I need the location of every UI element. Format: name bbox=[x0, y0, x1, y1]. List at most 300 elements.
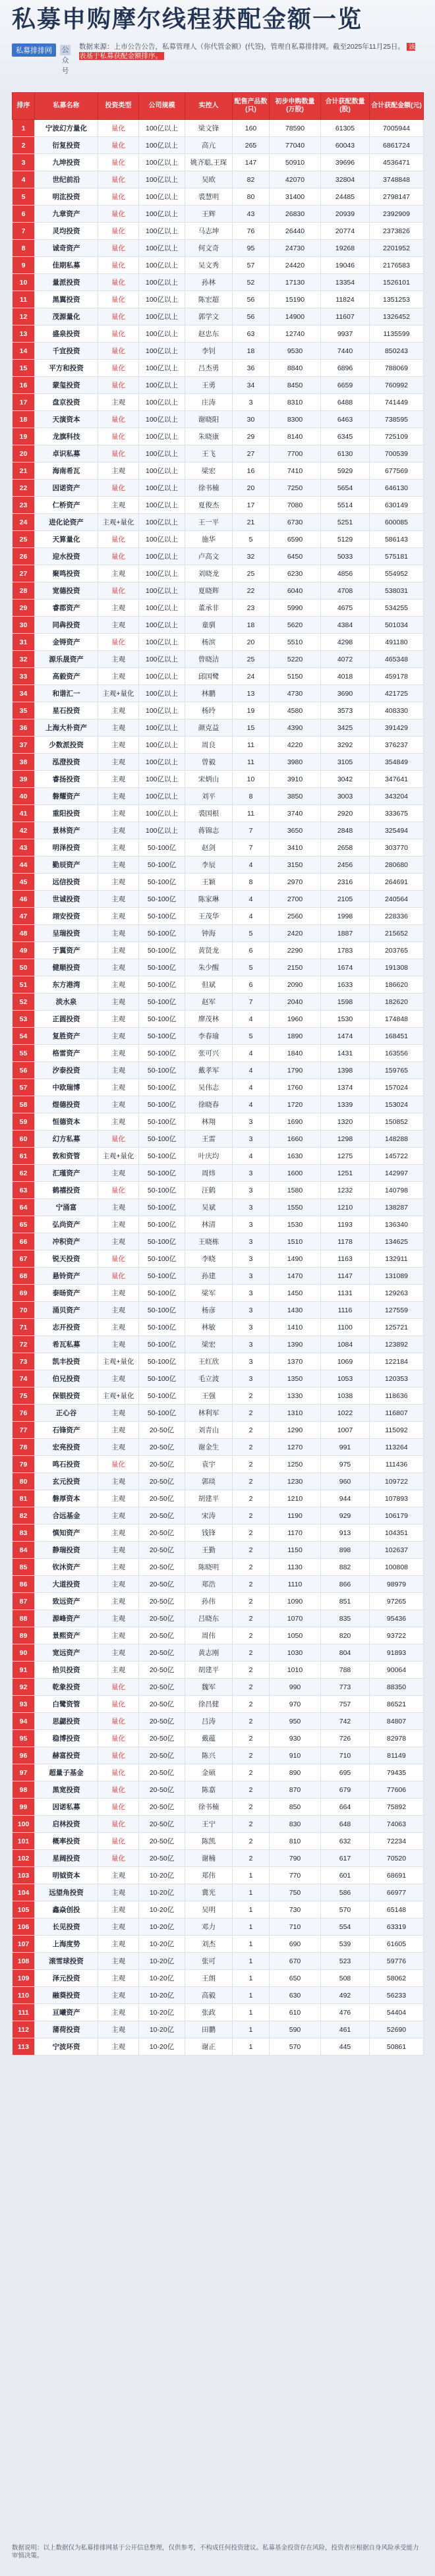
type-cell: 量化 bbox=[98, 1730, 139, 1747]
scale-cell: 10-20亿 bbox=[139, 1987, 185, 2004]
rank-cell: 12 bbox=[13, 308, 35, 325]
type-cell: 主观+量化 bbox=[98, 685, 139, 702]
amount-cell: 107893 bbox=[370, 1490, 424, 1507]
name-cell: 平方和投资 bbox=[35, 360, 98, 377]
subscribe-cell: 770 bbox=[270, 1867, 321, 1884]
shares-cell: 1374 bbox=[321, 1079, 370, 1096]
controller-cell: 金硕 bbox=[185, 1764, 233, 1781]
amount-cell: 738595 bbox=[370, 411, 424, 428]
amount-cell: 788069 bbox=[370, 360, 424, 377]
shares-cell: 1530 bbox=[321, 1011, 370, 1028]
subscribe-cell: 1390 bbox=[270, 1336, 321, 1353]
products-cell: 56 bbox=[233, 291, 270, 308]
name-cell: 致远资产 bbox=[35, 1593, 98, 1610]
table-row bbox=[13, 1131, 424, 1148]
column-header: 公司规模 bbox=[139, 93, 185, 120]
shares-cell: 60043 bbox=[321, 137, 370, 154]
subscribe-cell: 1090 bbox=[270, 1593, 321, 1610]
scale-cell: 100亿以上 bbox=[139, 325, 185, 343]
controller-cell: 谢金生 bbox=[185, 1439, 233, 1456]
controller-cell: 朱少醒 bbox=[185, 959, 233, 976]
amount-cell: 240564 bbox=[370, 891, 424, 908]
type-cell: 主观 bbox=[98, 1473, 139, 1490]
type-cell: 主观 bbox=[98, 839, 139, 856]
products-cell: 147 bbox=[233, 154, 270, 171]
shares-cell: 476 bbox=[321, 2004, 370, 2021]
controller-cell: 曾晓洁 bbox=[185, 651, 233, 668]
shares-cell: 1887 bbox=[321, 925, 370, 942]
name-cell: 睿郡资产 bbox=[35, 600, 98, 617]
table-row bbox=[13, 582, 424, 600]
scale-cell: 50-100亿 bbox=[139, 994, 185, 1011]
shares-cell: 1210 bbox=[321, 1199, 370, 1216]
scale-cell: 20-50亿 bbox=[139, 1610, 185, 1627]
table-row bbox=[13, 805, 424, 822]
scale-cell: 100亿以上 bbox=[139, 360, 185, 377]
column-header: 配售产品数(只) bbox=[233, 93, 270, 120]
name-cell: 灵均投资 bbox=[35, 223, 98, 240]
name-cell: 上海度势 bbox=[35, 1936, 98, 1953]
products-cell: 1 bbox=[233, 1987, 270, 2004]
rank-cell: 50 bbox=[13, 959, 35, 976]
controller-cell: 徐晓春 bbox=[185, 1096, 233, 1113]
rank-cell: 84 bbox=[13, 1542, 35, 1559]
amount-cell: 74063 bbox=[370, 1816, 424, 1833]
type-cell: 主观 bbox=[98, 1405, 139, 1422]
type-cell: 主观 bbox=[98, 771, 139, 788]
subscribe-cell: 830 bbox=[270, 1816, 321, 1833]
table-row bbox=[13, 1422, 424, 1439]
shares-cell: 1163 bbox=[321, 1250, 370, 1268]
page-title: 私募申购摩尔线程获配金额一览 bbox=[12, 6, 363, 33]
amount-cell: 354849 bbox=[370, 754, 424, 771]
name-cell: 格雷资产 bbox=[35, 1045, 98, 1062]
scale-cell: 100亿以上 bbox=[139, 754, 185, 771]
name-cell: 保银投资 bbox=[35, 1387, 98, 1405]
amount-cell: 50861 bbox=[370, 2038, 424, 2056]
subscribe-cell: 1510 bbox=[270, 1233, 321, 1250]
shares-cell: 788 bbox=[321, 1662, 370, 1679]
rank-cell: 4 bbox=[13, 171, 35, 188]
subscribe-cell: 1070 bbox=[270, 1610, 321, 1627]
products-cell: 2 bbox=[233, 1405, 270, 1422]
subscribe-cell: 42070 bbox=[270, 171, 321, 188]
shares-cell: 632 bbox=[321, 1833, 370, 1850]
subscribe-cell: 4580 bbox=[270, 702, 321, 719]
scale-cell: 10-20亿 bbox=[139, 1953, 185, 1970]
table-row bbox=[13, 1028, 424, 1045]
amount-cell: 153024 bbox=[370, 1096, 424, 1113]
rank-cell: 82 bbox=[13, 1507, 35, 1525]
rank-cell: 61 bbox=[13, 1148, 35, 1165]
amount-cell: 459178 bbox=[370, 668, 424, 685]
type-cell: 主观 bbox=[98, 1901, 139, 1918]
table-row bbox=[13, 1730, 424, 1747]
type-cell: 主观 bbox=[98, 1610, 139, 1627]
name-cell: 衍复投资 bbox=[35, 137, 98, 154]
controller-cell: 宋涛 bbox=[185, 1507, 233, 1525]
name-cell: 呈瑞投资 bbox=[35, 925, 98, 942]
name-cell: 石锋资产 bbox=[35, 1422, 98, 1439]
shares-cell: 742 bbox=[321, 1713, 370, 1730]
type-cell: 主观 bbox=[98, 1370, 139, 1387]
subscribe-cell: 1350 bbox=[270, 1370, 321, 1387]
table-row bbox=[13, 1696, 424, 1713]
type-cell: 主观 bbox=[98, 1285, 139, 1302]
shares-cell: 617 bbox=[321, 1850, 370, 1867]
type-cell: 主观 bbox=[98, 976, 139, 994]
amount-cell: 131089 bbox=[370, 1268, 424, 1285]
controller-cell: 董承非 bbox=[185, 600, 233, 617]
rank-cell: 58 bbox=[13, 1096, 35, 1113]
scale-cell: 50-100亿 bbox=[139, 1165, 185, 1182]
products-cell: 3 bbox=[233, 1285, 270, 1302]
controller-cell: 徐书楠 bbox=[185, 1799, 233, 1816]
scale-cell: 50-100亿 bbox=[139, 1319, 185, 1336]
scale-cell: 100亿以上 bbox=[139, 480, 185, 497]
shares-cell: 1116 bbox=[321, 1302, 370, 1319]
shares-cell: 508 bbox=[321, 1970, 370, 1987]
rank-cell: 60 bbox=[13, 1131, 35, 1148]
table-row bbox=[13, 1285, 424, 1302]
type-cell: 主观 bbox=[98, 1936, 139, 1953]
amount-cell: 102637 bbox=[370, 1542, 424, 1559]
subscribe-cell: 78590 bbox=[270, 120, 321, 137]
type-cell: 量化 bbox=[98, 1696, 139, 1713]
scale-cell: 100亿以上 bbox=[139, 257, 185, 274]
products-cell: 16 bbox=[233, 462, 270, 480]
products-cell: 23 bbox=[233, 600, 270, 617]
scale-cell: 20-50亿 bbox=[139, 1833, 185, 1850]
amount-cell: 82978 bbox=[370, 1730, 424, 1747]
name-cell: 海南希瓦 bbox=[35, 462, 98, 480]
subscribe-cell: 1170 bbox=[270, 1525, 321, 1542]
name-cell: 幻方私募 bbox=[35, 1131, 98, 1148]
amount-cell: 123892 bbox=[370, 1336, 424, 1353]
table-row bbox=[13, 1593, 424, 1610]
controller-cell: 赵军 bbox=[185, 994, 233, 1011]
subscribe-cell: 1660 bbox=[270, 1131, 321, 1148]
amount-cell: 79435 bbox=[370, 1764, 424, 1781]
subscribe-cell: 7080 bbox=[270, 497, 321, 514]
rank-cell: 2 bbox=[13, 137, 35, 154]
amount-cell: 333675 bbox=[370, 805, 424, 822]
products-cell: 265 bbox=[233, 137, 270, 154]
table-row bbox=[13, 1079, 424, 1096]
amount-cell: 58062 bbox=[370, 1970, 424, 1987]
controller-cell: 梁军 bbox=[185, 1285, 233, 1302]
products-cell: 1 bbox=[233, 1918, 270, 1936]
rank-cell: 8 bbox=[13, 240, 35, 257]
products-cell: 25 bbox=[233, 651, 270, 668]
type-cell: 主观 bbox=[98, 719, 139, 737]
controller-cell: 李辰 bbox=[185, 856, 233, 874]
type-cell: 主观 bbox=[98, 1970, 139, 1987]
products-cell: 6 bbox=[233, 976, 270, 994]
amount-cell: 586143 bbox=[370, 531, 424, 548]
scale-cell: 10-20亿 bbox=[139, 1936, 185, 1953]
rank-cell: 75 bbox=[13, 1387, 35, 1405]
rank-cell: 88 bbox=[13, 1610, 35, 1627]
products-cell: 2 bbox=[233, 1542, 270, 1559]
amount-cell: 2373826 bbox=[370, 223, 424, 240]
table-row bbox=[13, 685, 424, 702]
type-cell: 量化 bbox=[98, 531, 139, 548]
scale-cell: 100亿以上 bbox=[139, 634, 185, 651]
name-cell: 汇瑾资产 bbox=[35, 1165, 98, 1182]
subscribe-cell: 12740 bbox=[270, 325, 321, 343]
amount-cell: 174848 bbox=[370, 1011, 424, 1028]
table-row bbox=[13, 1627, 424, 1644]
amount-cell: 52690 bbox=[370, 2021, 424, 2038]
subscribe-cell: 5510 bbox=[270, 634, 321, 651]
table-row bbox=[13, 959, 424, 976]
shares-cell: 9937 bbox=[321, 325, 370, 343]
rank-cell: 77 bbox=[13, 1422, 35, 1439]
subscribe-cell: 3410 bbox=[270, 839, 321, 856]
subscribe-cell: 1310 bbox=[270, 1405, 321, 1422]
controller-cell: 李春瑜 bbox=[185, 1028, 233, 1045]
products-cell: 11 bbox=[233, 754, 270, 771]
name-cell: 同犇投资 bbox=[35, 617, 98, 634]
name-cell: 卓识私募 bbox=[35, 445, 98, 462]
type-cell: 主观 bbox=[98, 874, 139, 891]
rank-cell: 54 bbox=[13, 1028, 35, 1045]
scale-cell: 20-50亿 bbox=[139, 1576, 185, 1593]
shares-cell: 2456 bbox=[321, 856, 370, 874]
products-cell: 13 bbox=[233, 685, 270, 702]
products-cell: 2 bbox=[233, 1747, 270, 1764]
type-cell: 主观 bbox=[98, 1028, 139, 1045]
products-cell: 2 bbox=[233, 1490, 270, 1507]
amount-cell: 77606 bbox=[370, 1781, 424, 1799]
subscribe-cell: 5620 bbox=[270, 617, 321, 634]
subscribe-cell: 3850 bbox=[270, 788, 321, 805]
controller-cell: 王茂华 bbox=[185, 908, 233, 925]
name-cell: 远信投资 bbox=[35, 874, 98, 891]
subscribe-cell: 26830 bbox=[270, 206, 321, 223]
subscribe-cell: 5150 bbox=[270, 668, 321, 685]
table-row bbox=[13, 1045, 424, 1062]
products-cell: 34 bbox=[233, 377, 270, 394]
subscribe-cell: 5220 bbox=[270, 651, 321, 668]
table-row bbox=[13, 1953, 424, 1970]
shares-cell: 601 bbox=[321, 1867, 370, 1884]
amount-cell: 491180 bbox=[370, 634, 424, 651]
amount-cell: 157024 bbox=[370, 1079, 424, 1096]
products-cell: 29 bbox=[233, 428, 270, 445]
name-cell: 天演资本 bbox=[35, 411, 98, 428]
rank-cell: 30 bbox=[13, 617, 35, 634]
subscribe-cell: 8300 bbox=[270, 411, 321, 428]
name-cell: 星石投资 bbox=[35, 702, 98, 719]
products-cell: 43 bbox=[233, 206, 270, 223]
amount-cell: 630149 bbox=[370, 497, 424, 514]
scale-cell: 50-100亿 bbox=[139, 1336, 185, 1353]
shares-cell: 20939 bbox=[321, 206, 370, 223]
amount-cell: 421725 bbox=[370, 685, 424, 702]
amount-cell: 1351253 bbox=[370, 291, 424, 308]
type-cell: 量化 bbox=[98, 257, 139, 274]
subscribe-cell: 990 bbox=[270, 1679, 321, 1696]
amount-cell: 109722 bbox=[370, 1473, 424, 1490]
table-row bbox=[13, 1199, 424, 1216]
rank-cell: 93 bbox=[13, 1696, 35, 1713]
rank-cell: 94 bbox=[13, 1713, 35, 1730]
name-cell: 超量子基金 bbox=[35, 1764, 98, 1781]
subscribe-cell: 790 bbox=[270, 1850, 321, 1867]
table-row bbox=[13, 651, 424, 668]
type-cell: 主观 bbox=[98, 1439, 139, 1456]
rank-cell: 98 bbox=[13, 1781, 35, 1799]
rank-cell: 45 bbox=[13, 874, 35, 891]
table-row bbox=[13, 2021, 424, 2038]
name-cell: 佳期私募 bbox=[35, 257, 98, 274]
subscribe-cell: 9530 bbox=[270, 343, 321, 360]
scale-cell: 100亿以上 bbox=[139, 805, 185, 822]
type-cell: 量化 bbox=[98, 206, 139, 223]
products-cell: 2 bbox=[233, 1662, 270, 1679]
amount-cell: 391429 bbox=[370, 719, 424, 737]
name-cell: 上海大朴资产 bbox=[35, 719, 98, 737]
scale-cell: 50-100亿 bbox=[139, 1285, 185, 1302]
name-cell: 世纪前沿 bbox=[35, 171, 98, 188]
shares-cell: 11824 bbox=[321, 291, 370, 308]
brand-tag: 私募排排网 bbox=[12, 43, 56, 57]
shares-cell: 6488 bbox=[321, 394, 370, 411]
table-row bbox=[13, 394, 424, 411]
type-cell: 量化 bbox=[98, 1816, 139, 1833]
table-row bbox=[13, 942, 424, 959]
subscribe-cell: 1690 bbox=[270, 1113, 321, 1131]
column-header: 排序 bbox=[13, 93, 35, 120]
subscribe-cell: 7700 bbox=[270, 445, 321, 462]
scale-cell: 100亿以上 bbox=[139, 565, 185, 582]
controller-cell: 卢高文 bbox=[185, 548, 233, 565]
products-cell: 2 bbox=[233, 1627, 270, 1644]
table-row bbox=[13, 1268, 424, 1285]
controller-cell: 王勇 bbox=[185, 377, 233, 394]
scale-cell: 20-50亿 bbox=[139, 1816, 185, 1833]
products-cell: 3 bbox=[233, 1268, 270, 1285]
type-cell: 量化 bbox=[98, 1268, 139, 1285]
products-cell: 15 bbox=[233, 719, 270, 737]
table-row bbox=[13, 171, 424, 188]
rank-cell: 46 bbox=[13, 891, 35, 908]
name-cell: 宽德投资 bbox=[35, 582, 98, 600]
table-row bbox=[13, 1250, 424, 1268]
amount-cell: 54404 bbox=[370, 2004, 424, 2021]
subscribe-cell: 1470 bbox=[270, 1268, 321, 1285]
controller-cell: 林翔 bbox=[185, 1113, 233, 1131]
shares-cell: 4856 bbox=[321, 565, 370, 582]
products-cell: 18 bbox=[233, 343, 270, 360]
scale-cell: 20-50亿 bbox=[139, 1799, 185, 1816]
subscribe-cell: 910 bbox=[270, 1747, 321, 1764]
amount-cell: 88350 bbox=[370, 1679, 424, 1696]
name-cell: 宁波幻方量化 bbox=[35, 120, 98, 137]
controller-cell: 叶庆均 bbox=[185, 1148, 233, 1165]
amount-cell: 70520 bbox=[370, 1850, 424, 1867]
type-cell: 量化 bbox=[98, 308, 139, 325]
shares-cell: 539 bbox=[321, 1936, 370, 1953]
scale-cell: 50-100亿 bbox=[139, 976, 185, 994]
amount-cell: 760992 bbox=[370, 377, 424, 394]
subscribe-cell: 4390 bbox=[270, 719, 321, 737]
subscribe-cell: 2420 bbox=[270, 925, 321, 942]
subscribe-cell: 26440 bbox=[270, 223, 321, 240]
products-cell: 2 bbox=[233, 1507, 270, 1525]
amount-cell: 84807 bbox=[370, 1713, 424, 1730]
table-row bbox=[13, 771, 424, 788]
type-cell: 主观 bbox=[98, 754, 139, 771]
source-note-highlight: 该表基于私募获配金额排序。 bbox=[79, 43, 416, 60]
shares-cell: 492 bbox=[321, 1987, 370, 2004]
products-cell: 3 bbox=[233, 1336, 270, 1353]
amount-cell: 303770 bbox=[370, 839, 424, 856]
table-row bbox=[13, 531, 424, 548]
type-cell: 量化 bbox=[98, 428, 139, 445]
scale-cell: 20-50亿 bbox=[139, 1764, 185, 1781]
type-cell: 量化 bbox=[98, 360, 139, 377]
products-cell: 5 bbox=[233, 925, 270, 942]
amount-cell: 75892 bbox=[370, 1799, 424, 1816]
rank-cell: 95 bbox=[13, 1730, 35, 1747]
rank-cell: 107 bbox=[13, 1936, 35, 1953]
products-cell: 4 bbox=[233, 908, 270, 925]
amount-cell: 6861724 bbox=[370, 137, 424, 154]
shares-cell: 6130 bbox=[321, 445, 370, 462]
rank-cell: 32 bbox=[13, 651, 35, 668]
amount-cell: 125721 bbox=[370, 1319, 424, 1336]
type-cell: 主观 bbox=[98, 1062, 139, 1079]
table-row bbox=[13, 1542, 424, 1559]
rank-cell: 25 bbox=[13, 531, 35, 548]
shares-cell: 3105 bbox=[321, 754, 370, 771]
products-cell: 3 bbox=[233, 1370, 270, 1387]
shares-cell: 710 bbox=[321, 1747, 370, 1764]
table-row bbox=[13, 514, 424, 531]
footer-note: 数据说明：以上数据仅为私募排排网基于公开信息整理，仅供参考，不构成任何投资建议。私募基金投资存在风险，投资者应根据自身风险承受能力审慎决策。 bbox=[12, 2544, 419, 2560]
amount-cell: 215652 bbox=[370, 925, 424, 942]
type-cell: 量化 bbox=[98, 1850, 139, 1867]
name-cell: 东方港湾 bbox=[35, 976, 98, 994]
products-cell: 4 bbox=[233, 1096, 270, 1113]
controller-cell: 邓力 bbox=[185, 1918, 233, 1936]
rank-cell: 9 bbox=[13, 257, 35, 274]
scale-cell: 50-100亿 bbox=[139, 1302, 185, 1319]
subscribe-cell: 1230 bbox=[270, 1473, 321, 1490]
name-cell: 明泽投资 bbox=[35, 839, 98, 856]
scale-cell: 20-50亿 bbox=[139, 1696, 185, 1713]
subscribe-cell: 1110 bbox=[270, 1576, 321, 1593]
subscribe-cell: 710 bbox=[270, 1918, 321, 1936]
scale-cell: 100亿以上 bbox=[139, 788, 185, 805]
rank-cell: 81 bbox=[13, 1490, 35, 1507]
table-row bbox=[13, 1662, 424, 1679]
name-cell: 亘曦资产 bbox=[35, 2004, 98, 2021]
name-cell: 思勰投资 bbox=[35, 1713, 98, 1730]
name-cell: 景林资产 bbox=[35, 822, 98, 839]
controller-cell: 梁宏 bbox=[185, 1336, 233, 1353]
shares-cell: 5654 bbox=[321, 480, 370, 497]
scale-cell: 50-100亿 bbox=[139, 925, 185, 942]
controller-cell: 赵忠东 bbox=[185, 325, 233, 343]
table-row bbox=[13, 1884, 424, 1901]
shares-cell: 773 bbox=[321, 1679, 370, 1696]
scale-cell: 100亿以上 bbox=[139, 274, 185, 291]
type-cell: 主观 bbox=[98, 1542, 139, 1559]
